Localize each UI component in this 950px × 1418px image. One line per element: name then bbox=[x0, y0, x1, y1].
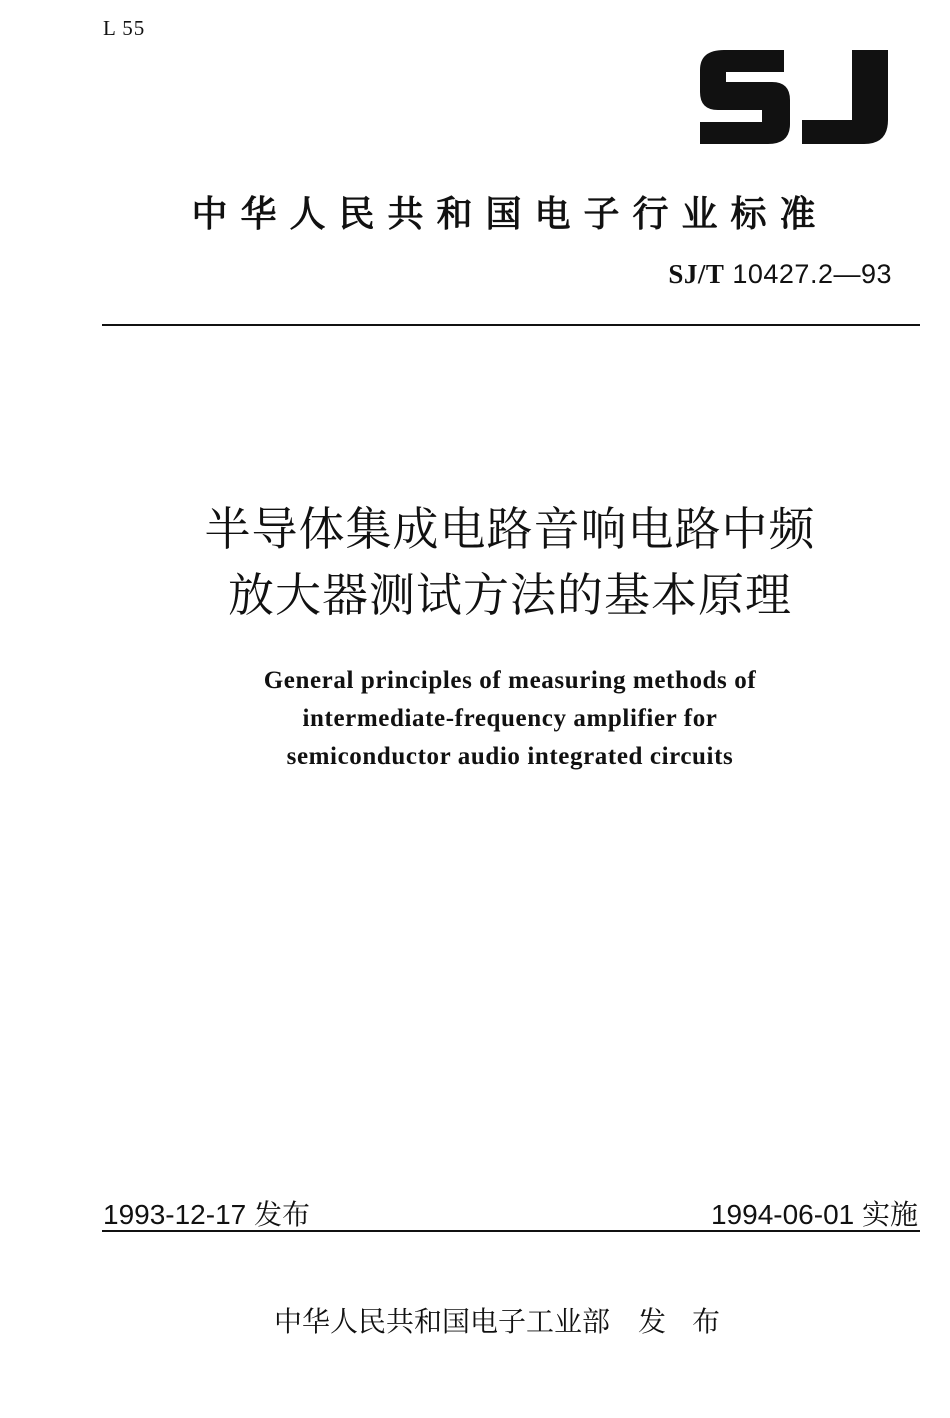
english-title bbox=[100, 662, 920, 776]
standard-code bbox=[668, 259, 892, 290]
classification-code: L 55 bbox=[103, 16, 146, 40]
issuer-name: 中华人民共和国电子工业部 bbox=[273, 1305, 610, 1338]
logo-letter-j bbox=[802, 50, 888, 144]
issue-date: 1993-12-17 发布 bbox=[103, 1199, 311, 1230]
chinese-title-line-1: 半导体集成电路音响电路中频 bbox=[204, 502, 816, 556]
english-title-line-1: General principles of measuring methods of bbox=[263, 667, 757, 694]
footer-divider bbox=[102, 1230, 920, 1232]
standard-body: 中华人民共和国电子行业标准 bbox=[191, 194, 829, 235]
english-title-line-2: intermediate-frequency amplifier for bbox=[302, 705, 718, 732]
standard-number: 10427.2—93 bbox=[732, 259, 892, 289]
chinese-title-line-2: 放大器测试方法的基本原理 bbox=[228, 568, 792, 622]
chinese-title bbox=[100, 496, 920, 628]
logo-letter-s bbox=[700, 50, 790, 144]
header-divider bbox=[102, 324, 920, 326]
english-title-line-3: semiconductor audio integrated circuits bbox=[286, 743, 734, 770]
implementation-date: 1994-06-01 实施 bbox=[710, 1199, 918, 1230]
standard-prefix: SJ/T bbox=[668, 259, 725, 289]
issuer-action: 发布 bbox=[638, 1305, 747, 1338]
issuing-authority bbox=[100, 1300, 920, 1340]
sj-logo bbox=[692, 40, 892, 150]
